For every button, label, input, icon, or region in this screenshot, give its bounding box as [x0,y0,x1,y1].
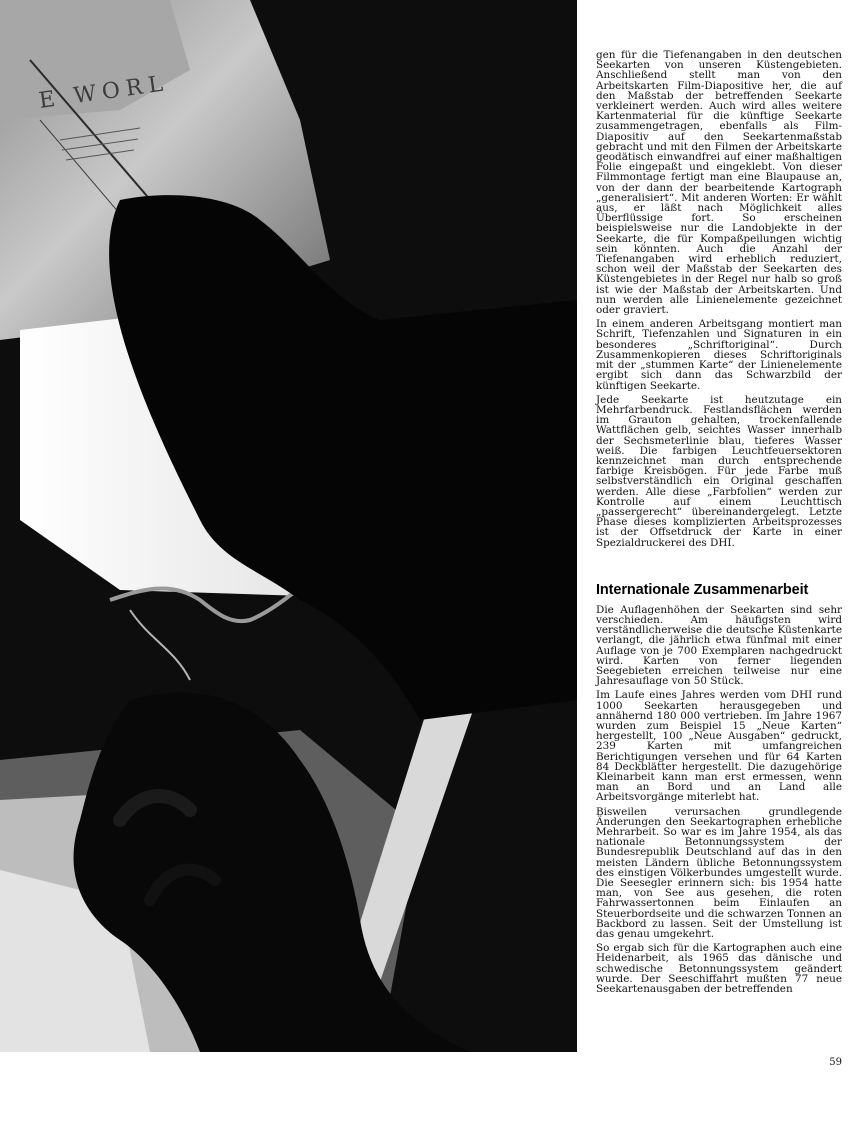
article-paragraph: In einem anderen Arbeitsgang montiert man Schrift, Tiefenzahlen und Signaturen in ein besonderes „Schriftoriginal“. Durch Zusammenkopieren dieses Schriftoriginals mit der „stummen Karte“ der Linienelemente ergibt sich dann das Schwarzbild der künftigen Seekarte. [596,318,842,392]
article-paragraph: So ergab sich für die Kartographen auch eine Heidenarbeit, als 1965 das dänische und schwedische Betonnungssystem geändert wurde. Der Seeschiffahrt mußten 77 neue Seekartenausgaben der betreffenden [596,942,842,996]
section-heading: Internationale Zusammenarbeit [596,581,809,598]
article-column [596,50,842,998]
article-paragraph: gen für die Tiefenangaben in den deutschen Seekarten von unseren Küstengebieten. Anschließend stellt man von den Arbeitskarten Film-Diapositive her, die auf den Maßstab der betreffenden Seekarte verkleinert werden. Auch wird alles weitere Kartenmaterial für die künftige Seekarte zusammengetragen, ebenfalls als Film-Diapositiv auf den Seekartenmaßstab gebracht und mit den Filmen der Arbeitskarte geodätisch einwandfrei auf einer maßhaltigen Folie eingepaßt und eingeklebt. Von dieser Filmmontage fertigt man eine Blaupause an, von der dann der bearbeitende Kartograph „generalisiert“. Mit anderen Worten: Er wählt aus, er läßt nach Möglichkeit alles Überflüssige fort. So erscheinen beispielsweise nur die Landobjekte in der Seekarte, die für Kompaßpeilungen wichtig sein könnten. Auch die Anzahl der Tiefenangaben wird erheblich reduziert, schon weil der Maßstab der Seekarten des Küstengebietes in der Regel nur halb so groß ist wie der Maßstab der Arbeitskarten. Und nun werden alle Linienelemente gezeichnet oder graviert. [596,49,842,317]
page-number: 59 [829,1057,842,1068]
article-paragraph: Im Laufe eines Jahres werden vom DHI rund 1000 Seekarten herausgegeben und annähernd 180 000 vertrieben. Im Jahre 1967 wurden zum Beispiel 15 „Neue Karten“ hergestellt, 100 „Neue Ausgaben“ gedruckt, 239 Karten mit umfangreichen Berichtigungen versehen und für 64 Karten 84 Deckblätter hergestellt. Die dazugehörige Kleinarbeit kann man erst ermessen, wenn man an Bord und an Land alle Arbeitsvorgänge miterlebt hat. [596,689,842,804]
article-paragraph: Jede Seekarte ist heutzutage ein Mehrfarbendruck. Festlandsflächen werden im Grauton gehalten, trockenfallende Wattflächen gelb, seichtes Wasser innerhalb der Sechsmeterlinie blau, tieferes Wasser weiß. Die farbigen Leuchtfeuersektoren kennzeichnet man durch entsprechende farbige Kreisbögen. Für jede Farbe muß selbstverständlich ein Original geschaffen werden. Alle diese „Farbfolien“ werden zur Kontrolle auf einem Leuchttisch „passergerecht“ übereinandergelegt. Letzte Phase dieses komplizierten Arbeitsprozesses ist der Offsetdruck der Karte in einer Spezialdruckerei des DHI. [596,393,842,549]
map-title-text: E WORL [37,70,171,114]
article-paragraph: Bisweilen verursachen grundlegende Änderungen den Seekartographen erhebliche Mehrarbeit. So war es im Jahre 1954, als das nationale Betonnungssystem der Bundesrepublik Deutschland auf das in den meisten Ländern übliche Betonnungssystem des einstigen Völkerbundes umgestellt wurde. Die Seesegler erinnern sich: bis 1954 hatte man, von See aus gesehen, die roten Fahrwassertonnen beim Einlaufen an Steuerbordseite und die schwarzen Tonnen an Backbord zu lassen. Seit der Umstellung ist das genau umgekehrt. [596,805,842,941]
article-paragraph: Die Auflagenhöhen der Seekarten sind sehr verschieden. Am häufigsten wird verständlicherweise die deutsche Küstenkarte verlangt, die jährlich etwa fünfmal mit einer Auflage von je 700 Exemplaren nachgedruckt wird. Karten von ferner liegenden Seegebieten erreichen teilweise nur eine Jahresauflage von 50 Stück. [596,603,842,688]
